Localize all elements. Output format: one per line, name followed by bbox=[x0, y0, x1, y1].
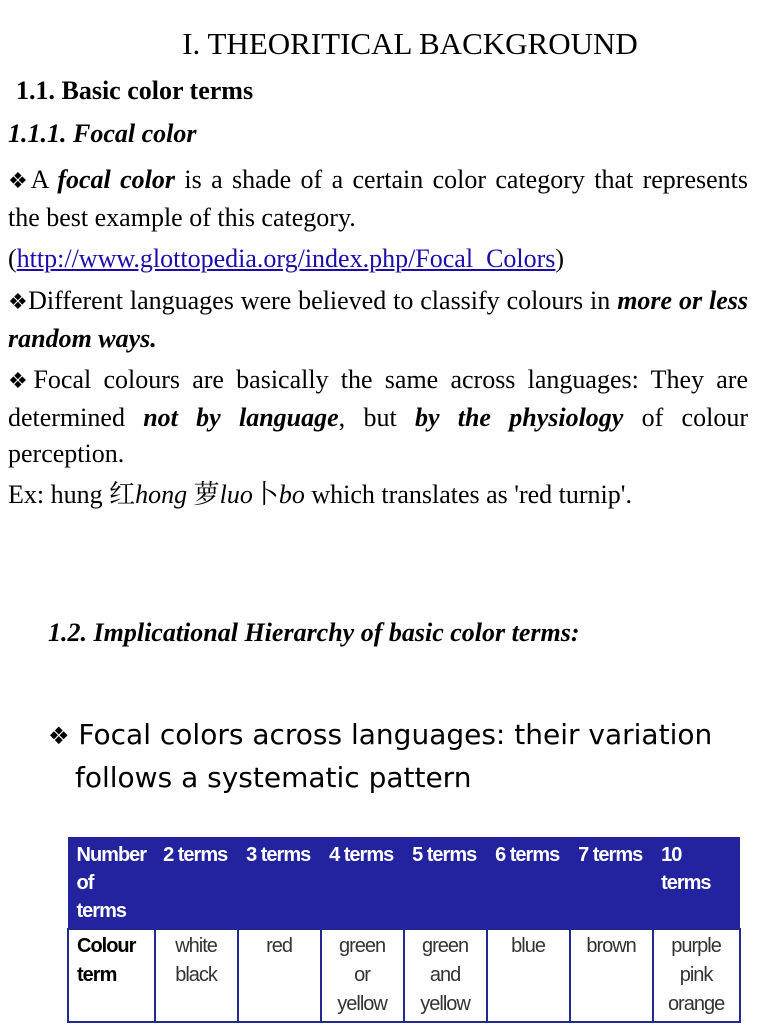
chinese-char: 萝 bbox=[193, 480, 220, 509]
paragraph-random-classification bbox=[8, 283, 748, 357]
table-row bbox=[68, 929, 740, 1022]
diamond-bullet-icon: ❖ bbox=[8, 169, 31, 194]
emphasis-text: not by language bbox=[143, 403, 339, 432]
emphasis-text: by the physiology bbox=[414, 403, 624, 432]
text: ( bbox=[8, 244, 17, 273]
column-header: 4 terms bbox=[321, 838, 404, 930]
column-header: 3 terms bbox=[238, 838, 321, 930]
text: and bbox=[429, 964, 461, 986]
section-heading-1-2: 1.2. Implicational Hierarchy of basic color terms: bbox=[48, 618, 580, 647]
column-header: 10 terms bbox=[653, 838, 740, 930]
table-cell bbox=[321, 929, 404, 1022]
text: , but bbox=[338, 403, 415, 432]
column-header: 7 terms bbox=[570, 838, 653, 930]
text: pink bbox=[679, 964, 713, 986]
glottopedia-link[interactable]: http://www.glottopedia.org/index.php/Focal_Colors bbox=[16, 244, 556, 273]
text: term bbox=[77, 964, 117, 986]
column-header: 2 terms bbox=[155, 838, 238, 930]
text: blue bbox=[511, 935, 545, 957]
text: yellow bbox=[420, 993, 470, 1015]
text: is a shade of a certain color category that represents the best example of this category. bbox=[8, 165, 749, 232]
paragraph-focal-colours-physiology bbox=[8, 362, 748, 472]
column-header: 6 terms bbox=[487, 838, 570, 930]
emphasis-text: more or less random ways. bbox=[8, 286, 749, 353]
table-cell bbox=[570, 929, 653, 1022]
diamond-bullet-icon: ❖ bbox=[48, 722, 70, 750]
text: orange bbox=[667, 993, 725, 1015]
page-title: I. THEORITICAL BACKGROUND bbox=[182, 26, 638, 61]
text: Colour bbox=[77, 935, 136, 957]
pinyin: bo bbox=[278, 480, 305, 509]
text: ) bbox=[555, 244, 565, 273]
column-header: 5 terms bbox=[404, 838, 487, 930]
text: or bbox=[354, 964, 370, 986]
text: purple bbox=[671, 935, 721, 957]
text: of colour perception. bbox=[8, 403, 748, 468]
diamond-bullet-icon: ❖ bbox=[8, 369, 34, 394]
text: black bbox=[175, 964, 217, 986]
color-terms-table bbox=[67, 837, 741, 1023]
paragraph-example bbox=[8, 477, 748, 513]
text: Focal colors across languages: their variation bbox=[78, 718, 713, 751]
table-header-row bbox=[68, 838, 740, 930]
row-header bbox=[68, 929, 155, 1022]
emphasis-term: focal color bbox=[57, 165, 175, 194]
pinyin: luo bbox=[219, 480, 253, 509]
paragraph-source-link bbox=[8, 241, 748, 277]
section-heading-1-1: 1.1. Basic color terms bbox=[16, 76, 254, 105]
text: yellow bbox=[337, 993, 387, 1015]
text: follows a systematic pattern bbox=[75, 761, 472, 794]
paragraph-focal-color-definition bbox=[8, 162, 748, 236]
chinese-char: 卜 bbox=[252, 480, 279, 509]
bullet-focal-variation bbox=[48, 714, 728, 799]
text: green bbox=[339, 935, 386, 957]
text: white bbox=[175, 935, 217, 957]
text: which translates as 'red turnip'. bbox=[304, 480, 632, 509]
pinyin: hong bbox=[135, 480, 188, 509]
diamond-bullet-icon: ❖ bbox=[8, 290, 29, 315]
table-cell bbox=[404, 929, 487, 1022]
text: A bbox=[30, 165, 58, 194]
table-cell bbox=[653, 929, 740, 1022]
table-cell bbox=[487, 929, 570, 1022]
column-header: Number of terms bbox=[68, 838, 155, 930]
section-heading-1-1-1: 1.1.1. Focal color bbox=[8, 119, 197, 148]
table-cell bbox=[238, 929, 321, 1022]
chinese-char: 红 bbox=[109, 480, 136, 509]
text: Ex: hung bbox=[8, 480, 110, 509]
table-cell bbox=[155, 929, 238, 1022]
text: brown bbox=[586, 935, 636, 957]
text: green bbox=[422, 935, 469, 957]
text: Different languages were believed to classify colours in bbox=[28, 286, 618, 315]
text: red bbox=[266, 935, 293, 957]
text: Focal colours are basically the same across languages: They are determined bbox=[8, 365, 748, 432]
